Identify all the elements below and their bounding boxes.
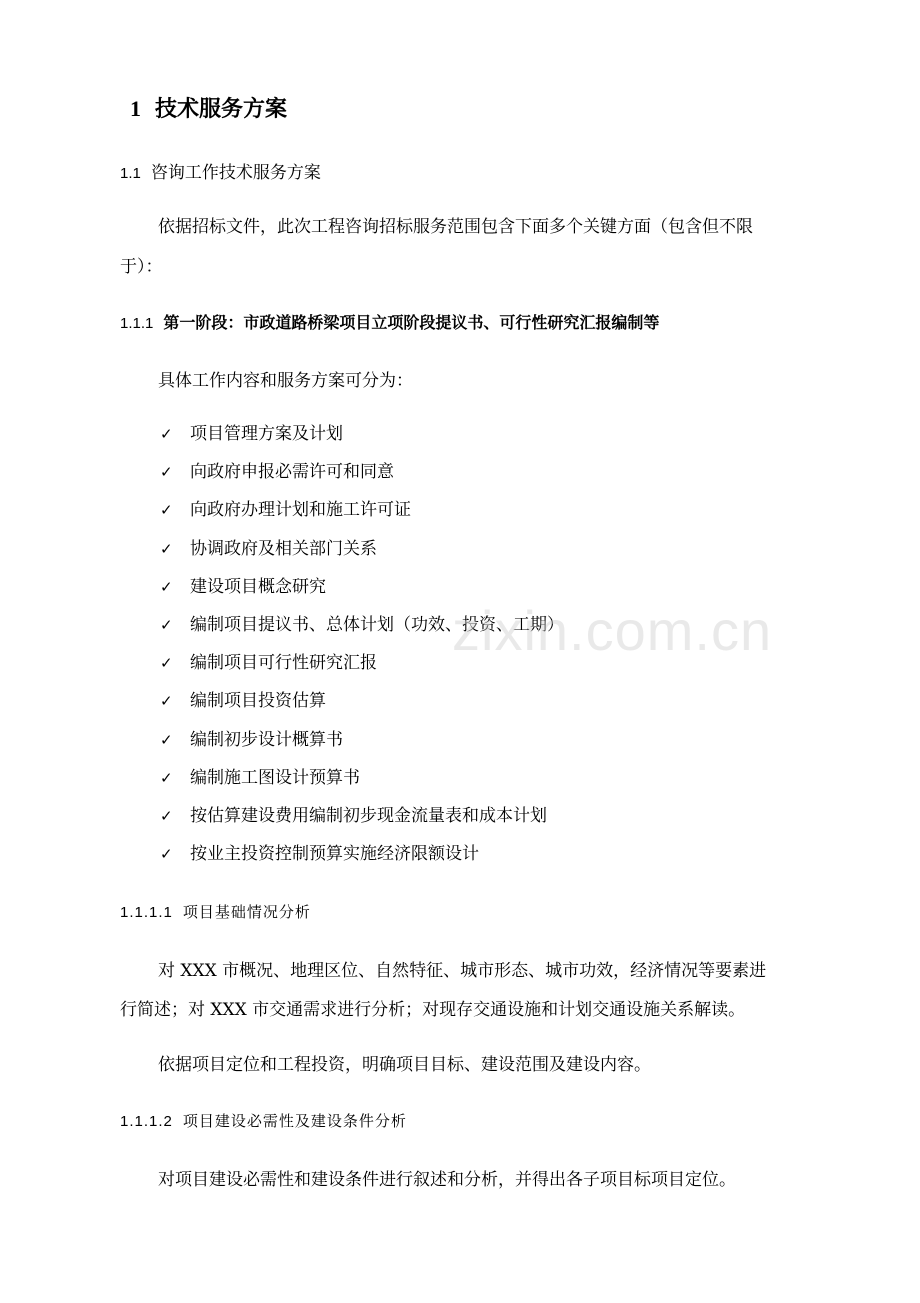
list-item-text: 编制项目提议书、总体计划（功效、投资、工期）	[190, 614, 564, 635]
check-icon: ✓	[160, 539, 173, 558]
check-icon: ✓	[160, 768, 173, 787]
list-item-text: 按估算建设费用编制初步现金流量表和成本计划	[190, 805, 547, 826]
section-heading-1-1-1-1	[120, 901, 311, 922]
section-heading-1	[130, 92, 287, 123]
content-intro: 具体工作内容和服务方案可分为：	[158, 371, 413, 391]
section-number: 1.1.1.2	[120, 1113, 173, 1130]
analysis-line-1: 对 XXX 市概况、地理区位、自然特征、城市形态、城市功效，经济情况等要素进	[158, 961, 767, 981]
list-item-text: 按业主投资控制预算实施经济限额设计	[190, 844, 479, 865]
section-heading-1-1-1	[120, 310, 659, 333]
section-number: 1.1.1.1	[120, 904, 173, 921]
list-item	[160, 536, 564, 574]
check-icon: ✓	[160, 845, 173, 864]
section-title: 技术服务方案	[155, 96, 288, 122]
section-number: 1.1.1	[120, 315, 154, 332]
list-item-text: 协调政府及相关部门关系	[190, 538, 377, 559]
section-title: 项目基础情况分析	[182, 903, 311, 921]
list-item-text: 编制初步设计概算书	[190, 729, 343, 750]
check-icon: ✓	[160, 463, 173, 482]
list-item	[160, 459, 564, 497]
list-item-text: 编制项目投资估算	[190, 691, 326, 712]
intro-line-2: 于）：	[120, 257, 163, 277]
check-icon: ✓	[160, 577, 173, 596]
check-icon: ✓	[160, 501, 173, 520]
list-item-text: 向政府申报必需许可和同意	[190, 462, 394, 483]
list-item	[160, 803, 564, 841]
list-item	[160, 421, 564, 459]
section-number: 1	[130, 96, 141, 121]
list-item-text: 项目管理方案及计划	[190, 424, 343, 444]
section-title: 项目建设必需性及建设条件分析	[182, 1112, 407, 1130]
analysis-line-3: 依据项目定位和工程投资，明确项目目标、建设范围及建设内容。	[158, 1055, 651, 1075]
list-item-text: 编制施工图设计预算书	[190, 767, 360, 788]
check-icon: ✓	[160, 806, 173, 825]
check-icon: ✓	[160, 425, 173, 443]
check-icon: ✓	[160, 692, 173, 711]
watermark: zixin.com.cn	[452, 599, 773, 662]
section-heading-1-1-1-2	[120, 1110, 407, 1131]
section-title: 第一阶段：市政道路桥梁项目立项阶段提议书、可行性研究汇报编制等	[163, 313, 660, 332]
list-item	[160, 727, 564, 765]
section-heading-1-1	[120, 158, 321, 183]
list-item	[160, 841, 564, 879]
necessity-line: 对项目建设必需性和建设条件进行叙述和分析，并得出各子项目标项目定位。	[158, 1170, 736, 1190]
check-icon: ✓	[160, 654, 173, 673]
list-item-text: 建设项目概念研究	[190, 576, 326, 597]
section-number: 1.1	[120, 165, 141, 182]
check-icon: ✓	[160, 730, 173, 749]
analysis-line-2: 行简述；对 XXX 市交通需求进行分析；对现存交通设施和计划交通设施关系解读。	[120, 1000, 746, 1020]
list-item-text: 向政府办理计划和施工许可证	[190, 500, 411, 521]
list-item	[160, 765, 564, 803]
intro-line-1: 依据招标文件，此次工程咨询招标服务范围包含下面多个关键方面（包含但不限	[158, 217, 753, 237]
list-item	[160, 497, 564, 535]
check-icon: ✓	[160, 615, 173, 634]
section-title: 咨询工作技术服务方案	[150, 163, 321, 183]
list-item	[160, 688, 564, 726]
list-item-text: 编制项目可行性研究汇报	[190, 653, 377, 674]
